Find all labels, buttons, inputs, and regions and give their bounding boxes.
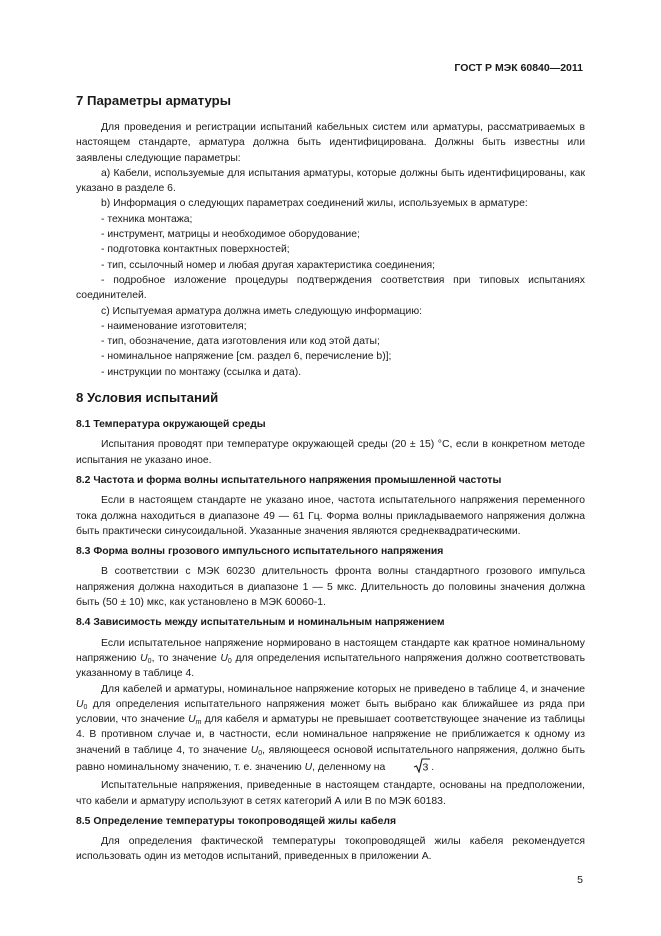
- list-item: - тип, ссылочный номер и любая другая характеристика соединения;: [101, 259, 436, 271]
- page-content: [76, 92, 585, 865]
- page-number: 5: [577, 874, 583, 886]
- list-item: - подробное изложение процедуры подтверждения соответствия при типовых испытаниях соединителей.: [76, 274, 585, 302]
- list-item: - тип, обозначение, дата изготовления или код этой даты;: [101, 336, 380, 348]
- section-8-title: 8 Условия испытаний: [76, 390, 219, 406]
- item-a: а) Кабели, используемые для испытания арматуры, которые должны быть идентифицированы, как указано в разделе 6.: [76, 167, 585, 195]
- section-7-title: 7 Параметры арматуры: [76, 93, 231, 108]
- section-8-5-text: Для определения фактической температуры токопроводящей жилы кабеля рекомендуется использовать один из методов испытаний, приведенных в приложении А.: [76, 836, 585, 863]
- list-item: - номинальное напряжение [см. раздел 6, перечисление b)];: [101, 351, 392, 363]
- section-8-4-para-1: Если испытательное напряжение нормировано в настоящем стандарте как кратное номинальному напряжению $U_0$, то значение $U_0$ для определения испытательного напряжения должно соответствовать указанному в таблице 4.: [76, 637, 585, 680]
- list-item: - инструкции по монтажу (ссылка и дата).: [101, 366, 302, 378]
- sqrt-radicand: 3: [422, 761, 429, 773]
- list-item: - инструмент, матрицы и необходимое оборудование;: [101, 229, 360, 241]
- section-7-intro: Для проведения и регистрации испытаний кабельных систем или арматуры, рассматриваемых в настоящем стандарте, арматура должна быть идентифицирована. Должны быть известны или заявлены следующие параметры:: [76, 122, 585, 164]
- section-8-1-title: 8.1 Температура окружающей среды: [76, 419, 266, 431]
- section-8-4-para-2: Для кабелей и арматуры, номинальное напряжение которых не приведено в таблице 4, и значение $U_0$ для определения испытательного напряжения может быть выбрано как ближайшее из ряда при условии, что значение $U_m$ для кабеля и арматуры не превышает соответствующее значение из таблицы 4. В противном случае и, в частности, если номинальное напряжение не приближается к одному из значений в таблице 4, то значение $U_0$, являющееся основой испытательного напряжения, должно быть равно номинальному значению, т. е. значению U, деленному на 3 .: [76, 682, 585, 779]
- list-item: - подготовка контактных поверхностей;: [101, 244, 290, 256]
- list-item: - техника монтажа;: [101, 213, 193, 225]
- document-header: ГОСТ Р МЭК 60840—2011: [454, 62, 583, 74]
- section-8-2-title: 8.2 Частота и форма волны испытательного напряжения промышленной частоты: [76, 474, 502, 486]
- section-8-2-text: Если в настоящем стандарте не указано иное, частота испытательного напряжения переменного тока должна находиться в диапазоне 49 — 61 Гц. Форма волны прикладываемого напряжения должна быть практически синусоидальной. Указанные значения являются среднеквадратическими.: [76, 495, 585, 537]
- list-item: - наименование изготовителя;: [101, 320, 247, 332]
- section-8-4-para-3: Испытательные напряжения, приведенные в настоящем стандарте, основаны на предположении, что кабели и арматуру используют в сетях категорий А или В по МЭК 60183.: [76, 780, 585, 807]
- item-b: b) Информация о следующих параметрах соединений жилы, используемых в арматуре:: [101, 198, 528, 210]
- section-8-3-title: 8.3 Форма волны грозового импульсного испытательного напряжения: [76, 546, 444, 558]
- section-8-4-title: 8.4 Зависимость между испытательным и номинальным напряжением: [76, 617, 445, 629]
- section-8-5-title: 8.5 Определение температуры токопроводящей жилы кабеля: [76, 815, 397, 827]
- section-8-3-text: В соответствии с МЭК 60230 длительность фронта волны стандартного грозового импульса напряжения должна находиться в диапазоне 1 — 5 мкс. Длительность до половины значения должна быть (50 ± 10) мкс, как установлено в МЭК 60060-1.: [76, 566, 585, 609]
- item-c: с) Испытуемая арматура должна иметь следующую информацию:: [101, 305, 422, 317]
- sqrt-symbol: [388, 758, 431, 778]
- section-8-1-text: Испытания проводят при температуре окружающей среды (20 ± 15) °С, если в конкретном методе испытания не указано иное.: [76, 439, 585, 466]
